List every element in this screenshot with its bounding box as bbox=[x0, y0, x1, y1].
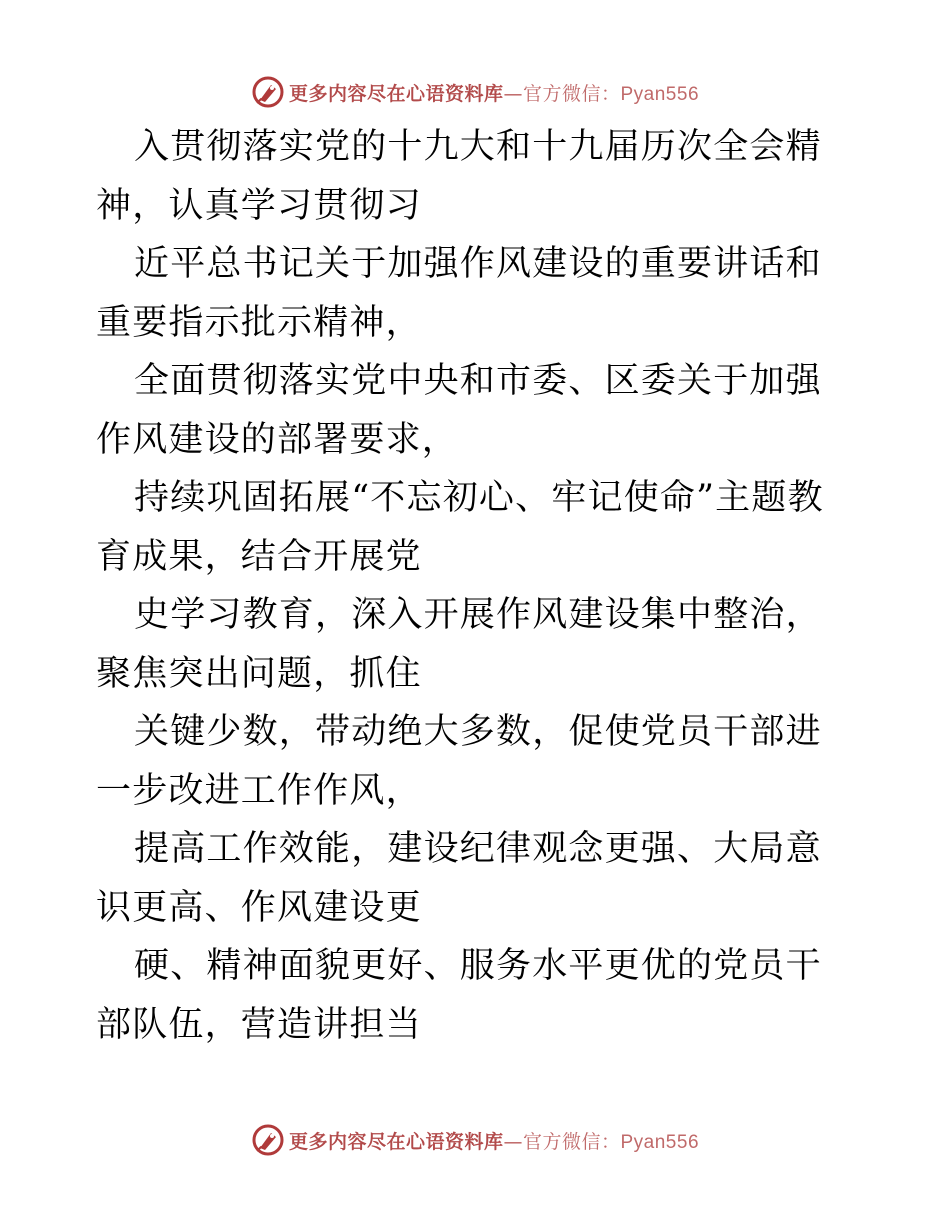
paragraph-8: 硬、精神面貌更好、服务水平更优的党员干部队伍，营造讲担当 bbox=[96, 946, 822, 1045]
footer-banner-dash: — bbox=[503, 1130, 523, 1153]
header-banner-dash: — bbox=[503, 82, 523, 105]
paragraph-3: 全面贯彻落实党中央和市委、区委关于加强作风建设的部署要求， bbox=[96, 361, 822, 460]
header-banner-lead: 更多内容尽在心语资料库 bbox=[288, 82, 504, 105]
paragraph-4: 持续巩固拓展“不忘初心、牢记使命”主题教育成果，结合开展党 bbox=[96, 478, 824, 577]
footer-banner-wechat-id: Pyan556 bbox=[620, 1131, 700, 1153]
footer-banner-lead: 更多内容尽在心语资料库 bbox=[288, 1130, 504, 1153]
header-banner bbox=[0, 72, 950, 112]
paragraph-6: 关键少数，带动绝大多数，促使党员干部进一步改进工作作风， bbox=[96, 712, 822, 811]
paragraph-7: 提高工作效能，建设纪律观念更强、大局意识更高、作风建设更 bbox=[96, 829, 822, 928]
footer-banner bbox=[0, 1120, 950, 1160]
document-body bbox=[96, 118, 856, 1054]
header-banner-text bbox=[289, 79, 699, 106]
header-banner-wechat-label: 官方微信： bbox=[522, 82, 621, 105]
pen-nib-logo-icon bbox=[251, 1123, 285, 1157]
footer-banner-wechat-label: 官方微信： bbox=[522, 1130, 621, 1153]
paragraph-1: 入贯彻落实党的十九大和十九届历次全会精神，认真学习贯彻习 bbox=[96, 127, 822, 226]
paragraph-2: 近平总书记关于加强作风建设的重要讲话和重要指示批示精神， bbox=[96, 244, 822, 343]
footer-banner-text bbox=[289, 1127, 699, 1154]
pen-nib-logo-icon bbox=[251, 75, 285, 109]
header-banner-wechat-id: Pyan556 bbox=[620, 83, 700, 105]
paragraph-5: 史学习教育，深入开展作风建设集中整治，聚焦突出问题，抓住 bbox=[96, 595, 822, 694]
